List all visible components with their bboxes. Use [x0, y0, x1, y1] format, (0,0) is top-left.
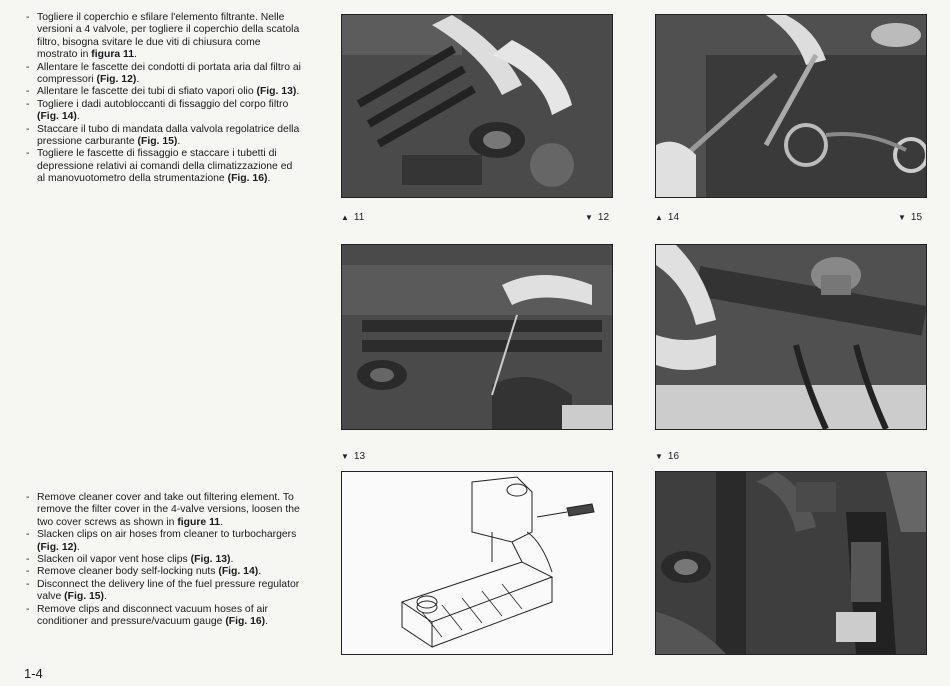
caption-fig-14: [655, 212, 679, 224]
english-step: - Remove clips and disconnect vacuum hoses of air conditioner and pressure/vacuum gauge (Fig. 16).: [25, 604, 303, 629]
english-step-list: [25, 492, 303, 628]
caption-fig-12: [585, 212, 609, 224]
down-arrow-icon: ▼: [341, 452, 349, 461]
down-arrow-icon: ▼: [898, 213, 906, 222]
photo-fig-13: [341, 244, 613, 430]
up-arrow-icon: ▲: [341, 213, 349, 222]
italian-step: - Togliere i dadi autobloccanti di fissaggio del corpo filtro (Fig. 14).: [25, 99, 303, 124]
caption-number: 14: [667, 212, 680, 223]
italian-step-list: [25, 12, 303, 186]
italian-step: - Allentare le fascette dei tubi di sfiato vapori olio (Fig. 13).: [25, 86, 303, 98]
diagram-filter-cover: [341, 471, 613, 655]
caption-fig-15: [898, 212, 922, 224]
italian-step: - Allentare le fascette dei condotti di portata aria dal filtro ai compressori (Fig. 12).: [25, 62, 303, 87]
english-instructions: [25, 492, 303, 628]
italian-step: - Staccare il tubo di mandata dalla valvola regolatrice della pressione carburante (Fig. 15).: [25, 124, 303, 149]
english-step: - Remove cleaner cover and take out filtering element. To remove the filter cover in the 4-valve versions, loosen the two cover screws as shown in figure 11.: [25, 492, 303, 529]
photo-fig-12: [655, 14, 927, 198]
photo-fig-16: [655, 471, 927, 655]
english-step: - Slacken clips on air hoses from cleaner to turbochargers (Fig. 12).: [25, 529, 303, 554]
down-arrow-icon: ▼: [585, 213, 593, 222]
caption-fig-11: [341, 212, 364, 224]
caption-number: 11: [353, 212, 365, 223]
photo-fig-11: [341, 14, 613, 198]
italian-step: - Togliere le fascette di fissaggio e staccare i tubetti di depressione relativi ai comandi della climatizzazione ed al manovuotometro della strumentazione (Fig. 16).: [25, 148, 303, 185]
down-arrow-icon: ▼: [655, 452, 663, 461]
english-step: - Remove cleaner body self-locking nuts (Fig. 14).: [25, 566, 303, 578]
page-number: 1-4: [24, 666, 43, 681]
italian-step: - Togliere il coperchio e sfilare l'elemento filtrante. Nelle versioni a 4 valvole, per togliere il coperchio della scatola filtro, bisogna svitare le due viti di chiusura come mostrato in figura 11.: [25, 12, 303, 62]
italian-instructions: [25, 12, 303, 186]
caption-fig-13: [341, 451, 365, 463]
up-arrow-icon: ▲: [655, 213, 663, 222]
english-step: - Disconnect the delivery line of the fuel pressure regulator valve (Fig. 15).: [25, 579, 303, 604]
caption-number: 15: [910, 212, 923, 223]
caption-number: 16: [667, 451, 680, 462]
english-step: - Slacken oil vapor vent hose clips (Fig. 13).: [25, 554, 303, 566]
caption-number: 13: [353, 451, 366, 462]
caption-number: 12: [597, 212, 610, 223]
photo-fig-15: [655, 244, 927, 430]
caption-fig-16: [655, 451, 679, 463]
